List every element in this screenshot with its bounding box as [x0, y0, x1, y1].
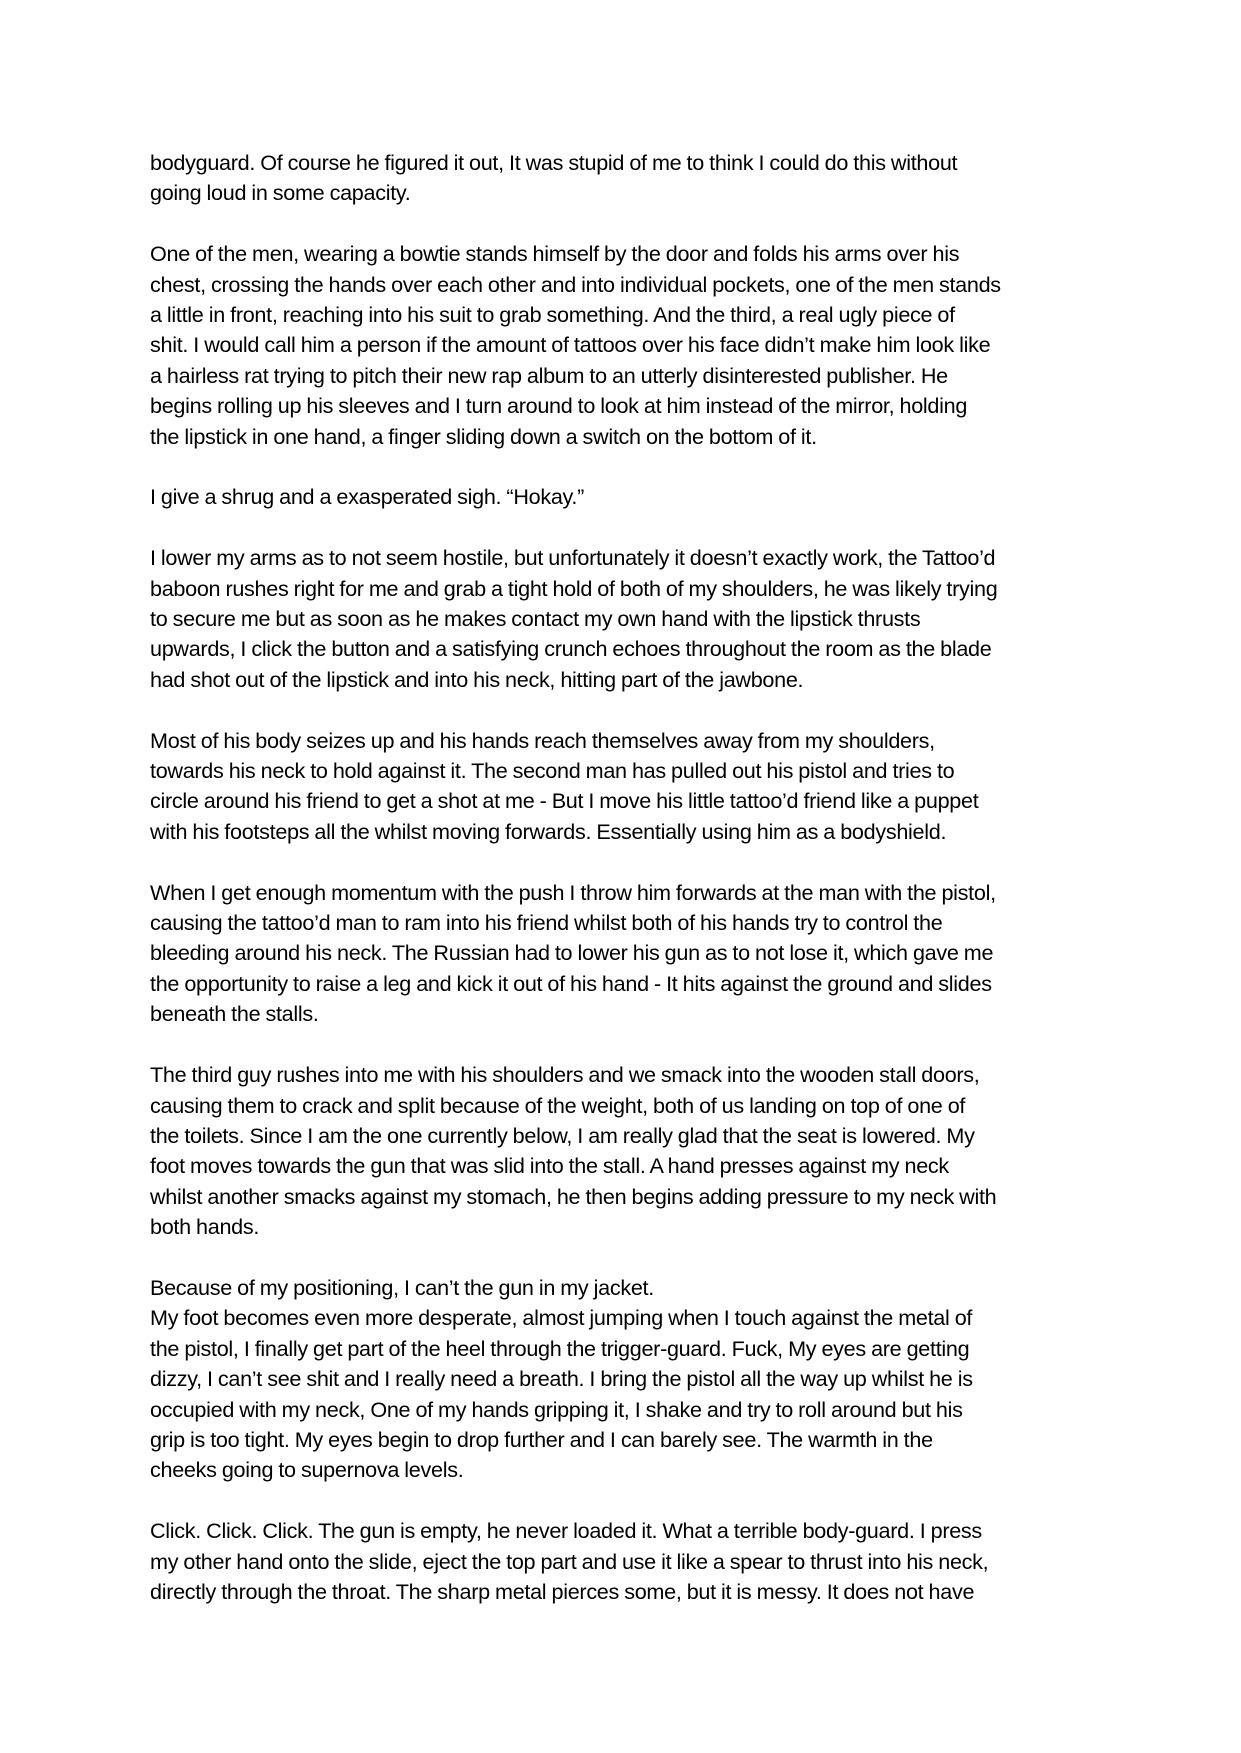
text-line: bleeding around his neck. The Russian had to lower his gun as to not lose it, which gave me	[150, 940, 994, 966]
paragraph-5	[150, 726, 1100, 848]
text-line: grip is too tight. My eyes begin to drop further and I can barely see. The warmth in the	[150, 1426, 933, 1452]
text-line: One of the men, wearing a bowtie stands himself by the door and folds his arms over his	[150, 241, 960, 267]
text-line: My foot becomes even more desperate, almost jumping when I touch against the metal of	[150, 1305, 973, 1331]
text-line: I lower my arms as to not seem hostile, but unfortunately it doesn’t exactly work, the Tattoo’d	[150, 545, 996, 571]
text-line: The third guy rushes into me with his shoulders and we smack into the wooden stall doors,	[150, 1062, 980, 1088]
text-line: upwards, I click the button and a satisfying crunch echoes throughout the room as the blade	[150, 636, 992, 662]
text-line: circle around his friend to get a shot at me - But I move his little tattoo’d friend like a puppet	[150, 788, 979, 814]
text-line: the lipstick in one hand, a finger sliding down a switch on the bottom of it.	[150, 423, 817, 449]
text-line: baboon rushes right for me and grab a tight hold of both of my shoulders, he was likely trying	[150, 575, 998, 601]
text-line: foot moves towards the gun that was slid into the stall. A hand presses against my neck	[150, 1153, 949, 1179]
text-line: causing them to crack and split because of the weight, both of us landing on top of one of	[150, 1092, 966, 1118]
text-line: Because of my positioning, I can’t the gun in my jacket.	[150, 1274, 654, 1300]
text-line: causing the tattoo’d man to ram into his friend whilst both of his hands try to control the	[150, 910, 943, 936]
text-line: cheeks going to supernova levels.	[150, 1457, 464, 1483]
text-line: I give a shrug and a exasperated sigh. “Hokay.”	[150, 484, 585, 510]
document-page	[150, 148, 1100, 1638]
paragraph-9	[150, 1303, 1100, 1485]
text-line: chest, crossing the hands over each other and into individual pockets, one of the men stands	[150, 271, 1001, 297]
paragraph-7	[150, 1060, 1100, 1242]
text-line: the pistol, I finally get part of the heel through the trigger-guard. Fuck, My eyes are getting	[150, 1335, 970, 1361]
text-line: both hands.	[150, 1214, 260, 1240]
text-line: Click. Click. Click. The gun is empty, he never loaded it. What a terrible body-guard. I press	[150, 1518, 982, 1544]
text-line: occupied with my neck, One of my hands gripping it, I shake and try to roll around but his	[150, 1396, 963, 1422]
text-line: bodyguard. Of course he figured it out, It was stupid of me to think I could do this without	[150, 150, 958, 175]
text-line: the opportunity to raise a leg and kick it out of his hand - It hits against the ground and slides	[150, 970, 992, 996]
paragraph-4	[150, 543, 1100, 695]
text-line: the toilets. Since I am the one currently below, I am really glad that the seat is lowered. My	[150, 1122, 975, 1148]
paragraph-2	[150, 239, 1100, 452]
text-line: When I get enough momentum with the push I throw him forwards at the man with the pistol,	[150, 879, 996, 905]
paragraph-1	[150, 148, 1100, 209]
text-line: shit. I would call him a person if the amount of tattoos over his face didn’t make him look like	[150, 332, 991, 358]
text-line: begins rolling up his sleeves and I turn around to look at him instead of the mirror, holding	[150, 393, 968, 419]
text-line: with his footsteps all the whilst moving forwards. Essentially using him as a bodyshield.	[150, 818, 947, 844]
text-line: a little in front, reaching into his suit to grab something. And the third, a real ugly piece of	[150, 302, 955, 328]
paragraph-10	[150, 1516, 1100, 1607]
text-line: going loud in some capacity.	[150, 180, 411, 206]
paragraph-8	[150, 1273, 1100, 1303]
text-line: a hairless rat trying to pitch their new rap album to an utterly disinterested publisher. He	[150, 362, 948, 388]
text-line: directly through the throat. The sharp metal pierces some, but it is messy. It does not have	[150, 1578, 975, 1604]
text-line: beneath the stalls.	[150, 1001, 319, 1027]
paragraph-3	[150, 482, 1100, 512]
text-line: Most of his body seizes up and his hands reach themselves away from my shoulders,	[150, 727, 935, 753]
text-line: whilst another smacks against my stomach, he then begins adding pressure to my neck with	[150, 1183, 997, 1209]
text-line: dizzy, I can’t see shit and I really need a breath. I bring the pistol all the way up whilst he is	[150, 1366, 973, 1392]
text-line: towards his neck to hold against it. The second man has pulled out his pistol and tries to	[150, 758, 955, 784]
paragraph-6	[150, 878, 1100, 1030]
text-line: to secure me but as soon as he makes contact my own hand with the lipstick thrusts	[150, 606, 921, 632]
text-line: my other hand onto the slide, eject the top part and use it like a spear to thrust into his neck,	[150, 1548, 989, 1574]
text-line: had shot out of the lipstick and into his neck, hitting part of the jawbone.	[150, 666, 804, 692]
